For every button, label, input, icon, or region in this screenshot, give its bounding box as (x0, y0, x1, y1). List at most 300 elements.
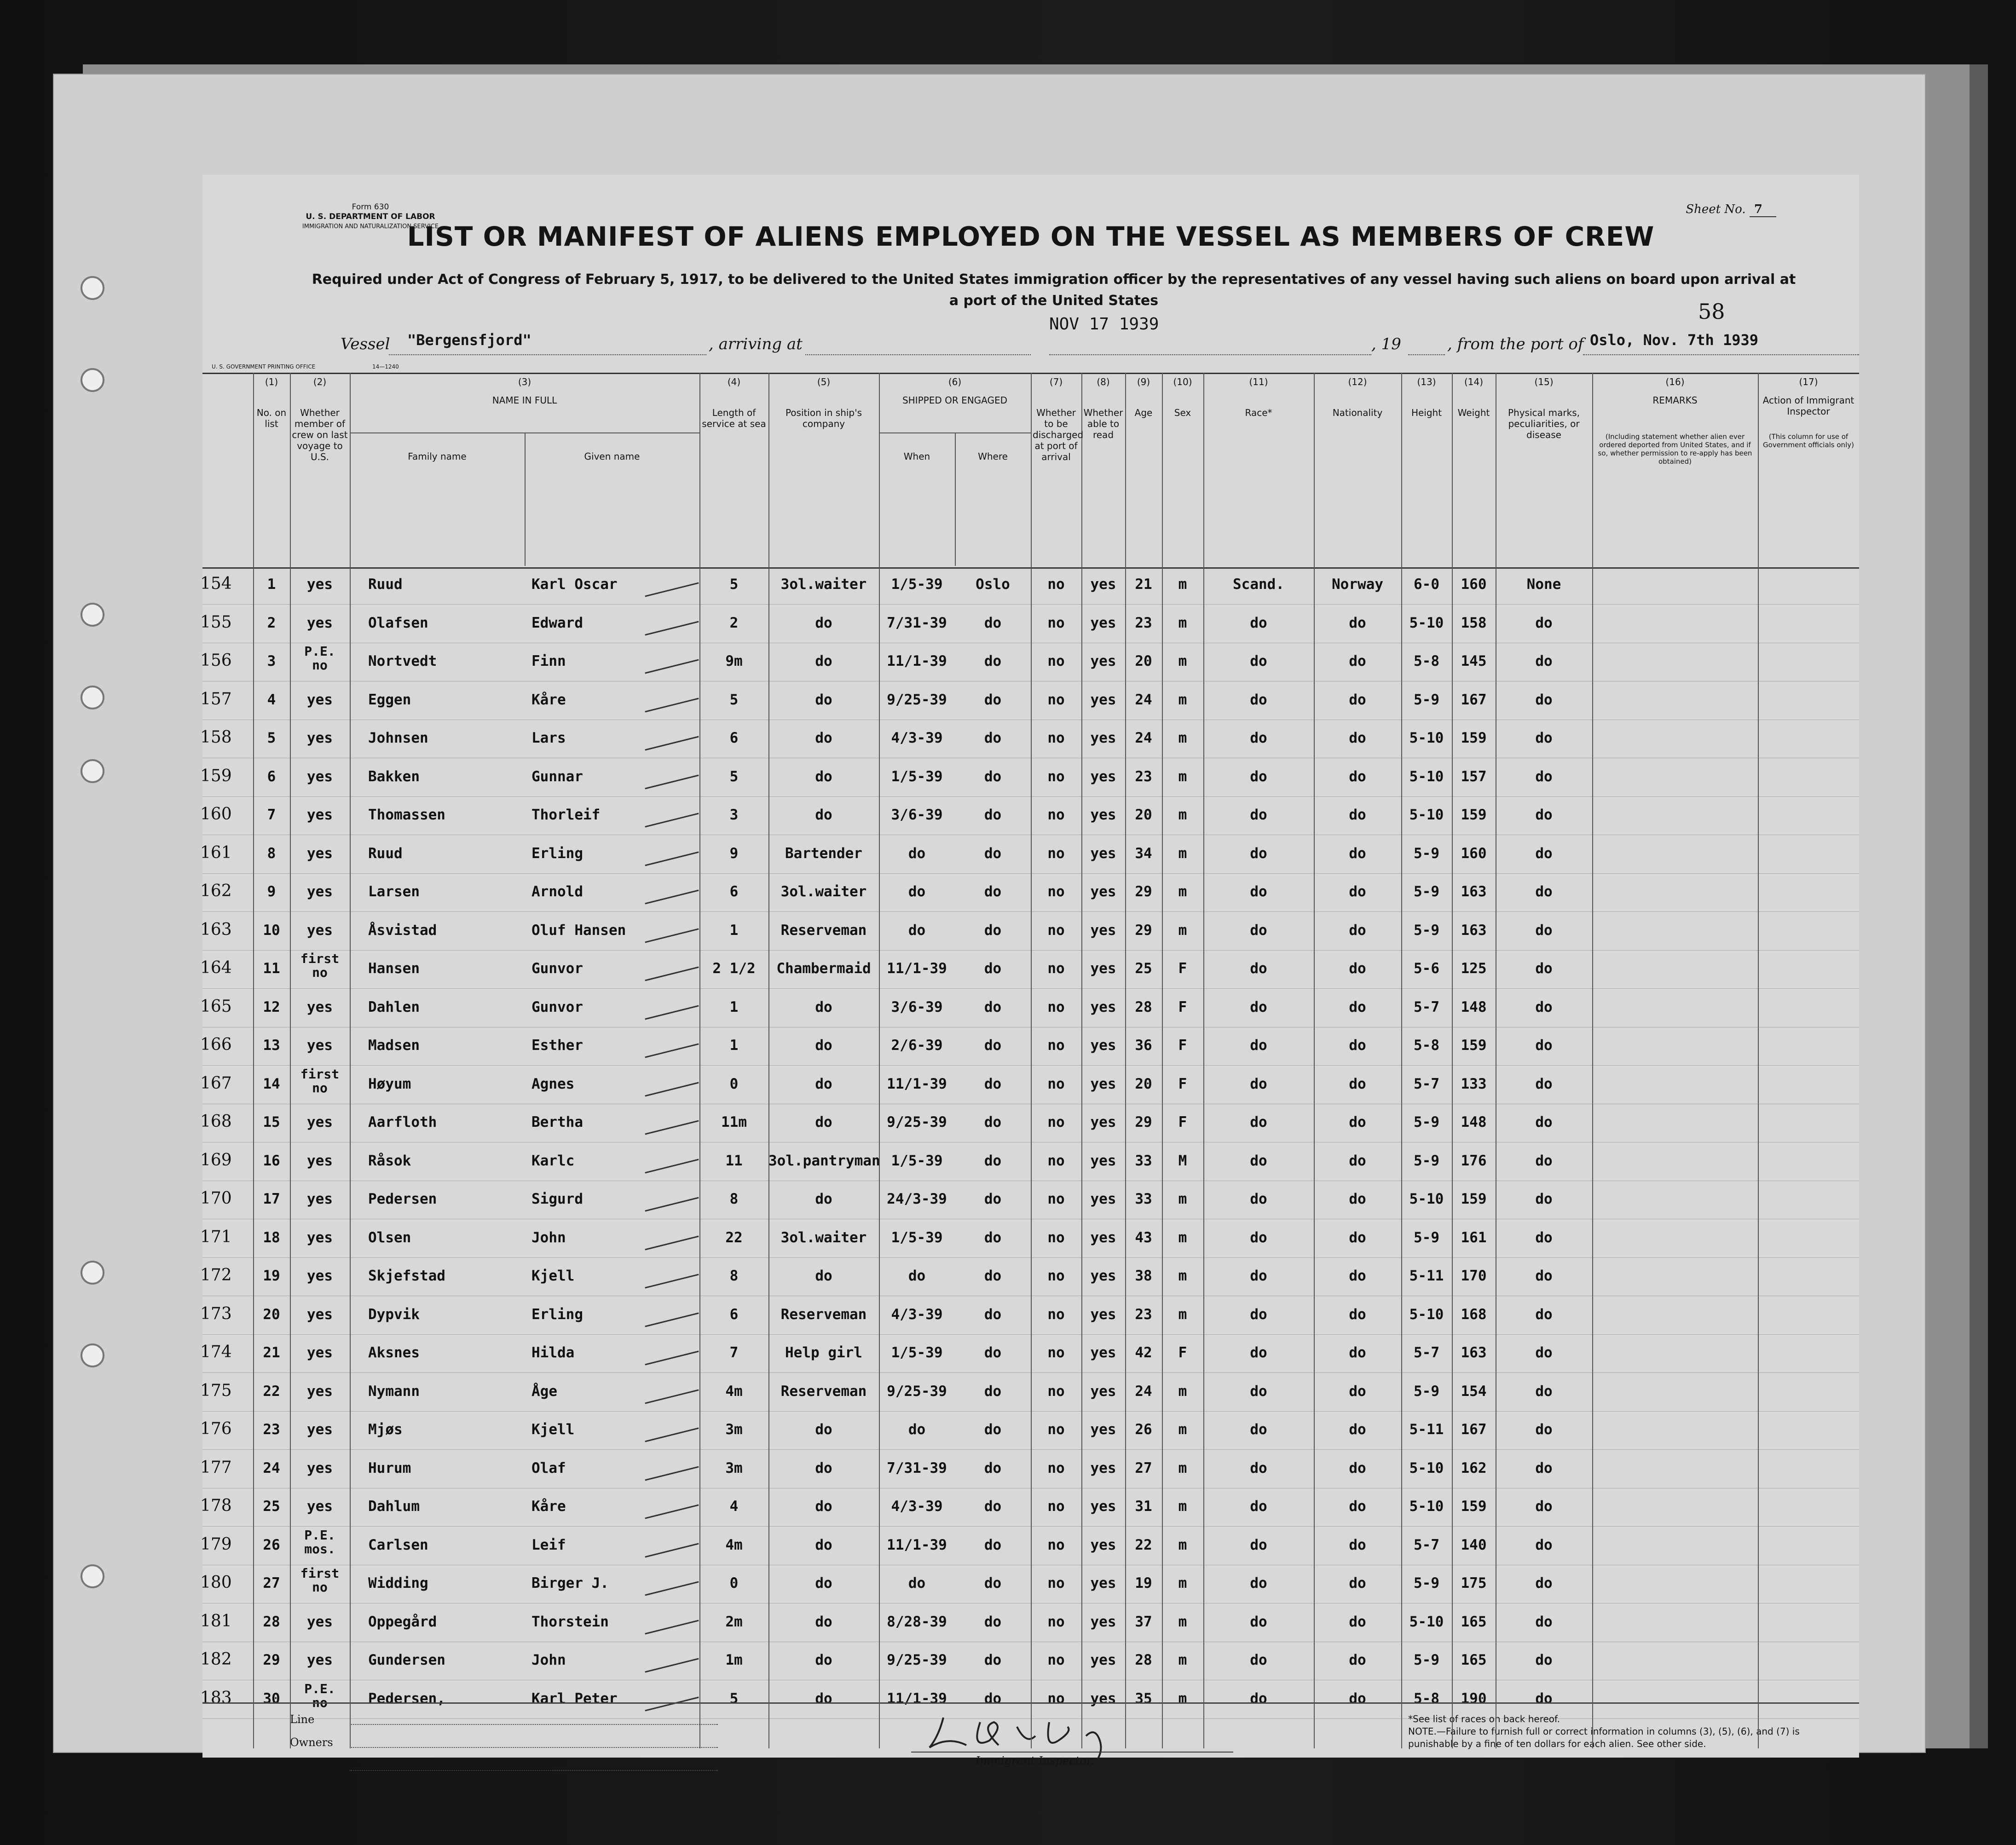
given-name: Karl Peter (531, 1690, 618, 1707)
service-length: 0 (729, 1075, 739, 1092)
sex: m (1178, 845, 1187, 862)
family-name: Hurum (368, 1459, 411, 1476)
given-name: Karl Oscar (531, 576, 618, 593)
document-page (53, 74, 1926, 1772)
crew-last-voyage: yes (307, 883, 333, 900)
physical-marks: do (1535, 1652, 1553, 1668)
shipped-where: do (984, 1383, 1002, 1400)
race: do (1250, 1191, 1267, 1207)
column-heading: No. on list (256, 407, 287, 429)
margin-index: 173 (200, 1304, 232, 1323)
service-length: 5 (729, 576, 739, 593)
race: do (1250, 1383, 1267, 1400)
able-to-read: yes (1090, 807, 1116, 823)
given-name: Arnold (531, 883, 583, 900)
shipped-when: 7/31-39 (887, 1459, 947, 1476)
sex: F (1178, 1344, 1187, 1361)
column-subheading: Where (978, 451, 1008, 462)
race: do (1250, 1652, 1267, 1668)
service-length: 4m (725, 1383, 743, 1400)
crew-last-voyage: yes (307, 1191, 333, 1207)
service-length: 6 (729, 883, 739, 900)
shipped-where: do (984, 1498, 1002, 1515)
shipped-when: do (908, 883, 926, 900)
column-divider (1314, 373, 1315, 1748)
weight: 175 (1461, 1575, 1487, 1591)
check-mark (645, 1351, 699, 1366)
column-subheading: (This column for use of Government officials only) (1763, 432, 1854, 449)
weight: 140 (1461, 1536, 1487, 1553)
nationality: do (1349, 691, 1366, 708)
check-mark (645, 736, 699, 751)
check-mark (645, 1505, 699, 1519)
discharged: no (1047, 845, 1065, 862)
punch-hole (81, 368, 104, 392)
physical-marks: do (1535, 1498, 1553, 1515)
margin-index: 181 (200, 1611, 232, 1631)
service-length: 1 (729, 998, 739, 1015)
agents-label: Local Agents (290, 1759, 363, 1772)
list-number: 30 (263, 1690, 280, 1707)
nationality: do (1349, 1690, 1366, 1707)
list-number: 2 (267, 614, 276, 631)
crew-last-voyage: P.E. no (304, 1681, 335, 1710)
discharged: no (1047, 1459, 1065, 1476)
service-length: 1 (729, 922, 739, 939)
physical-marks: do (1535, 614, 1553, 631)
nationality: do (1349, 1383, 1366, 1400)
physical-marks: do (1535, 845, 1553, 862)
margin-index: 179 (200, 1534, 232, 1554)
weight: 148 (1461, 998, 1487, 1015)
position: 3ol.waiter (780, 1229, 867, 1246)
shipped-when: 11/1-39 (887, 960, 947, 977)
weight: 159 (1461, 1037, 1487, 1054)
nationality: do (1349, 1613, 1366, 1630)
column-number: (8) (1097, 376, 1110, 387)
able-to-read: yes (1090, 1229, 1116, 1246)
list-number: 19 (263, 1268, 280, 1284)
check-mark (645, 1581, 699, 1596)
physical-marks: do (1535, 1075, 1553, 1092)
shipped-where: do (984, 1421, 1002, 1438)
discharged: no (1047, 1652, 1065, 1668)
race: Scand. (1233, 576, 1284, 593)
list-number: 8 (267, 845, 276, 862)
punch-hole (81, 603, 104, 627)
height: 5-8 (1414, 1690, 1439, 1707)
shipped-where: do (984, 691, 1002, 708)
shipped-when: 9/25-39 (887, 1652, 947, 1668)
family-name: Mjøs (368, 1421, 403, 1438)
given-name: Karlc (531, 1152, 575, 1169)
given-name: Hilda (531, 1344, 575, 1361)
position: do (815, 768, 832, 785)
position: do (815, 1498, 832, 1515)
sex: m (1178, 653, 1187, 669)
able-to-read: yes (1090, 730, 1116, 746)
shipped-where: do (984, 960, 1002, 977)
shipped-where: do (984, 1114, 1002, 1130)
margin-index: 177 (200, 1458, 232, 1477)
given-name: John (531, 1652, 566, 1668)
service-length: 9 (729, 845, 739, 862)
physical-marks: do (1535, 1575, 1553, 1591)
crew-last-voyage: yes (307, 922, 333, 939)
race: do (1250, 998, 1267, 1015)
race: do (1250, 883, 1267, 900)
nationality: do (1349, 1075, 1366, 1092)
column-divider (768, 373, 769, 1748)
position: do (815, 653, 832, 669)
weight: 167 (1461, 691, 1487, 708)
race: do (1250, 1498, 1267, 1515)
check-mark (645, 774, 699, 789)
service-length: 1 (729, 1037, 739, 1054)
age: 29 (1135, 922, 1152, 939)
check-mark (645, 698, 699, 712)
able-to-read: yes (1090, 883, 1116, 900)
sex: F (1178, 998, 1187, 1015)
able-to-read: yes (1090, 960, 1116, 977)
list-number: 15 (263, 1114, 280, 1130)
weight: 162 (1461, 1459, 1487, 1476)
given-name: Finn (531, 653, 566, 669)
owners-label: Owners (290, 1736, 333, 1749)
margin-index: 162 (200, 882, 232, 900)
discharged: no (1047, 1229, 1065, 1246)
column-heading: Whether able to read (1083, 407, 1123, 440)
age: 25 (1135, 960, 1152, 977)
discharged: no (1047, 1613, 1065, 1630)
document-subtitle: Required under Act of Congress of February 5, 1917, to be delivered to the United States immigration officer by the representatives of any vessel having such aliens on board upon arrival at a port of the United States (312, 271, 1796, 309)
shipped-when: 2/6-39 (891, 1037, 943, 1054)
column-divider (1452, 373, 1453, 1748)
family-name: Eggen (368, 691, 411, 708)
column-number: (7) (1049, 376, 1063, 387)
column-divider (879, 373, 880, 1748)
discharged: no (1047, 614, 1065, 631)
nationality: do (1349, 883, 1366, 900)
vessel-line (341, 315, 1859, 359)
sex: F (1178, 1037, 1187, 1054)
list-number: 9 (267, 883, 276, 900)
given-name: Sigurd (531, 1191, 583, 1207)
weight: 157 (1461, 768, 1487, 785)
check-mark (645, 1005, 699, 1020)
shipped-where: do (984, 1075, 1002, 1092)
position: do (815, 1613, 832, 1630)
list-number: 6 (267, 768, 276, 785)
race: do (1250, 1536, 1267, 1553)
physical-marks: do (1535, 1421, 1553, 1438)
family-name: Carlsen (368, 1536, 428, 1553)
discharged: no (1047, 1152, 1065, 1169)
margin-index: 165 (200, 997, 232, 1016)
margin-index: 172 (200, 1266, 232, 1285)
crew-last-voyage: yes (307, 1421, 333, 1438)
age: 42 (1135, 1344, 1152, 1361)
sex: m (1178, 1536, 1187, 1553)
shipped-when: 1/5-39 (891, 576, 943, 593)
able-to-read: yes (1090, 1383, 1116, 1400)
weight: 167 (1461, 1421, 1487, 1438)
service-length: 5 (729, 1690, 739, 1707)
discharged: no (1047, 653, 1065, 669)
physical-marks: do (1535, 1306, 1553, 1323)
service-length: 4 (729, 1498, 739, 1515)
physical-marks: do (1535, 730, 1553, 746)
able-to-read: yes (1090, 576, 1116, 593)
position: do (815, 1114, 832, 1130)
weight: 148 (1461, 1114, 1487, 1130)
age: 29 (1135, 1114, 1152, 1130)
race: do (1250, 653, 1267, 669)
column-divider (1081, 373, 1082, 1748)
weight: 163 (1461, 1344, 1487, 1361)
service-length: 3m (725, 1421, 743, 1438)
given-name: Åge (531, 1383, 557, 1400)
weight: 160 (1461, 845, 1487, 862)
given-name: Kåre (531, 1498, 566, 1515)
family-name: Bakken (368, 768, 420, 785)
height: 5-6 (1414, 960, 1439, 977)
age: 27 (1135, 1459, 1152, 1476)
list-number: 22 (263, 1383, 280, 1400)
shipped-when: 3/6-39 (891, 998, 943, 1015)
sex: m (1178, 1383, 1187, 1400)
line-label: Line (290, 1713, 315, 1726)
check-mark (645, 967, 699, 981)
weight: 154 (1461, 1383, 1487, 1400)
race: do (1250, 614, 1267, 631)
vessel-name: "Bergensfjord" (407, 331, 531, 349)
shipped-where: do (984, 845, 1002, 862)
service-length: 3m (725, 1459, 743, 1476)
shipped-where: do (984, 730, 1002, 746)
column-heading: Position in ship's company (785, 407, 862, 429)
column-divider (253, 373, 254, 1748)
height: 5-8 (1414, 653, 1439, 669)
height: 6-0 (1414, 576, 1439, 593)
column-number: (16) (1665, 376, 1685, 387)
shipped-where: do (984, 998, 1002, 1015)
column-divider (699, 373, 700, 1748)
able-to-read: yes (1090, 1690, 1116, 1707)
weight: 125 (1461, 960, 1487, 977)
list-number: 16 (263, 1152, 280, 1169)
discharged: no (1047, 1498, 1065, 1515)
check-mark (645, 1082, 699, 1096)
shipped-when: 3/6-39 (891, 807, 943, 823)
check-mark (645, 890, 699, 905)
age: 22 (1135, 1536, 1152, 1553)
crew-last-voyage: yes (307, 730, 333, 746)
height: 5-10 (1409, 1306, 1444, 1323)
shipped-when: 11/1-39 (887, 1075, 947, 1092)
nationality: do (1349, 730, 1366, 746)
physical-marks: do (1535, 1152, 1553, 1169)
service-length: 0 (729, 1575, 739, 1591)
shipped-where: do (984, 768, 1002, 785)
service-length: 8 (729, 1191, 739, 1207)
shipped-where: Oslo (976, 576, 1010, 593)
shipped-where: do (984, 1306, 1002, 1323)
nationality: do (1349, 1114, 1366, 1130)
position: do (815, 807, 832, 823)
list-number: 11 (263, 960, 280, 977)
margin-index: 180 (200, 1573, 232, 1592)
punch-hole (81, 686, 104, 709)
inspector-caption: Immigrant Inspector. (976, 1754, 1094, 1767)
sex: m (1178, 1191, 1187, 1207)
column-number: (11) (1249, 376, 1268, 387)
shipped-when: 11/1-39 (887, 1690, 947, 1707)
discharged: no (1047, 691, 1065, 708)
discharged: no (1047, 730, 1065, 746)
sheet-number (1686, 202, 1776, 216)
race: do (1250, 960, 1267, 977)
column-heading: Height (1411, 407, 1442, 418)
given-name: John (531, 1229, 566, 1246)
nationality: do (1349, 1344, 1366, 1361)
family-name: Dypvik (368, 1306, 420, 1323)
discharged: no (1047, 883, 1065, 900)
shipped-where: do (984, 1191, 1002, 1207)
discharged: no (1047, 1690, 1065, 1707)
nationality: do (1349, 1421, 1366, 1438)
list-number: 20 (263, 1306, 280, 1323)
position: do (815, 614, 832, 631)
shipped-when: 1/5-39 (891, 1344, 943, 1361)
physical-marks: do (1535, 922, 1553, 939)
column-number: (9) (1137, 376, 1150, 387)
given-name: Gunnar (531, 768, 583, 785)
age: 23 (1135, 768, 1152, 785)
service-length: 3 (729, 807, 739, 823)
family-name: Råsok (368, 1152, 411, 1169)
race: do (1250, 1690, 1267, 1707)
position: Reserveman (780, 1383, 867, 1400)
page-number: 58 (1698, 299, 1725, 324)
sex: m (1178, 1575, 1187, 1591)
height: 5-9 (1414, 1652, 1439, 1668)
shipped-when: do (908, 922, 926, 939)
shipped-when: 9/25-39 (887, 1383, 947, 1400)
physical-marks: do (1535, 1459, 1553, 1476)
departure-port: Oslo, Nov. 7th 1939 (1590, 331, 1759, 349)
able-to-read: yes (1090, 614, 1116, 631)
crew-last-voyage: yes (307, 807, 333, 823)
discharged: no (1047, 1306, 1065, 1323)
family-name: Høyum (368, 1075, 411, 1092)
vessel-label: Vessel (341, 335, 390, 353)
given-name: Thorstein (531, 1613, 609, 1630)
margin-index: 183 (200, 1688, 232, 1707)
race: do (1250, 1421, 1267, 1438)
sex: m (1178, 1421, 1187, 1438)
crew-last-voyage: P.E. mos. (304, 1527, 335, 1557)
race: do (1250, 1114, 1267, 1130)
race: do (1250, 807, 1267, 823)
column-number: (17) (1799, 376, 1818, 387)
race: do (1250, 1459, 1267, 1476)
list-number: 21 (263, 1344, 280, 1361)
check-mark (645, 659, 699, 674)
printing-office-name: U. S. GOVERNMENT PRINTING OFFICE (212, 363, 316, 370)
crew-last-voyage: yes (307, 1268, 333, 1284)
family-name: Dahlen (368, 998, 420, 1015)
crew-last-voyage: yes (307, 998, 333, 1015)
height: 5-11 (1409, 1421, 1444, 1438)
able-to-read: yes (1090, 1575, 1116, 1591)
service-length: 11 (725, 1152, 743, 1169)
age: 43 (1135, 1229, 1152, 1246)
shipped-when: 7/31-39 (887, 614, 947, 631)
weight: 159 (1461, 1498, 1487, 1515)
crew-last-voyage: yes (307, 1383, 333, 1400)
nationality: do (1349, 922, 1366, 939)
family-name: Nymann (368, 1383, 420, 1400)
position: 3ol.pantryman (768, 1152, 880, 1169)
able-to-read: yes (1090, 1613, 1116, 1630)
column-heading: REMARKS (1652, 395, 1698, 406)
sheet-number-value: 7 (1750, 202, 1776, 217)
given-name: Kjell (531, 1421, 575, 1438)
physical-marks: do (1535, 691, 1553, 708)
able-to-read: yes (1090, 1306, 1116, 1323)
check-mark (645, 1044, 699, 1058)
shipped-where: do (984, 922, 1002, 939)
list-number: 24 (263, 1459, 280, 1476)
nationality: do (1349, 807, 1366, 823)
physical-marks: do (1535, 1229, 1553, 1246)
family-name: Hansen (368, 960, 420, 977)
crew-last-voyage: P.E. no (304, 644, 335, 673)
race: do (1250, 922, 1267, 939)
column-heading: Action of Immigrant Inspector (1762, 395, 1854, 417)
nationality: do (1349, 653, 1366, 669)
age: 20 (1135, 653, 1152, 669)
nationality: do (1349, 1536, 1366, 1553)
age: 24 (1135, 691, 1152, 708)
age: 33 (1135, 1152, 1152, 1169)
nationality: do (1349, 1152, 1366, 1169)
weight: 159 (1461, 807, 1487, 823)
age: 20 (1135, 1075, 1152, 1092)
discharged: no (1047, 998, 1065, 1015)
column-heading: Weight (1457, 407, 1490, 418)
nationality: do (1349, 1229, 1366, 1246)
column-heading: Whether member of crew on last voyage to U.S. (292, 407, 348, 462)
service-length: 5 (729, 691, 739, 708)
shipped-when: 8/28-39 (887, 1613, 947, 1630)
shipped-when: 9/25-39 (887, 691, 947, 708)
given-name: Kjell (531, 1268, 575, 1284)
column-heading: Whether to be discharged at port of arrival (1033, 407, 1084, 462)
age: 33 (1135, 1191, 1152, 1207)
crew-last-voyage: yes (307, 576, 333, 593)
weight: 145 (1461, 653, 1487, 669)
margin-index: 156 (200, 651, 232, 670)
document-title: LIST OR MANIFEST OF ALIENS EMPLOYED ON THE VESSEL AS MEMBERS OF CREW (407, 221, 1655, 252)
weight: 159 (1461, 730, 1487, 746)
nationality: do (1349, 1498, 1366, 1515)
height: 5-9 (1414, 845, 1439, 862)
physical-marks: do (1535, 1613, 1553, 1630)
column-heading: NAME IN FULL (492, 395, 557, 406)
service-length: 7 (729, 1344, 739, 1361)
